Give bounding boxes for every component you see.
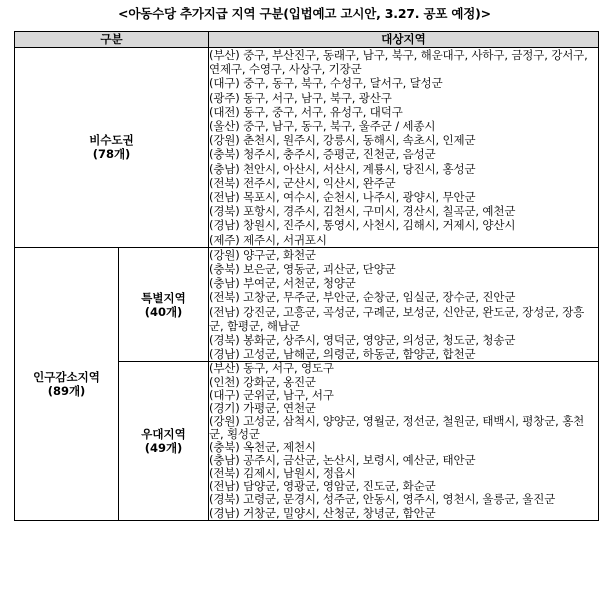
region-line: (충북) 청주시, 충주시, 증평군, 진천군, 음성군 [209,147,436,162]
region-line: (전북) 김제시, 남원시, 정읍시 [209,466,356,481]
region-line: (대구) 중구, 동구, 북구, 수성구, 달서구, 달성군 [209,76,443,91]
subcategory-label: 특별지역 [141,290,186,305]
subcategory-count: (40개) [144,304,183,319]
region-line: (충남) 공주시, 금산군, 논산시, 보령시, 예산군, 태안군 [209,453,476,468]
category-count: (78개) [92,147,131,162]
page-title: <아동수당 추가지급 지역 구분(입법예고 고시안, 3.27. 공포 예정)> [118,6,491,21]
region-line: (제주) 제주시, 서귀포시 [209,232,327,247]
region-line: (충북) 옥천군, 제천시 [209,440,316,455]
regions-preferential [209,362,599,520]
region-line: (전북) 고창군, 무주군, 부안군, 순창군, 임실군, 장수군, 진안군 [209,290,516,305]
regions-capital-excluded [209,48,599,248]
subcategory-special [119,247,209,362]
regions-special [209,247,599,362]
region-line: (대구) 군위군, 남구, 서구 [209,387,334,402]
category-count: (89개) [47,383,86,398]
header-category: 구분 [15,32,209,48]
region-line: (울산) 중구, 남구, 동구, 북구, 울주군 / 세종시 [209,119,436,134]
region-line: (충남) 천안시, 아산시, 서산시, 계룡시, 당진시, 홍성군 [209,161,476,176]
region-line: (경북) 봉화군, 상주시, 영덕군, 영양군, 의성군, 청도군, 청송군 [209,333,516,348]
region-line: (대전) 동구, 중구, 서구, 유성구, 대덕구 [209,104,403,119]
region-line: (전남) 강진군, 고흥군, 곡성군, 구례군, 보성군, 신안군, 완도군, 장성군, 장흥군, 함평군, 해남군 [209,304,585,333]
region-line: (경북) 포항시, 경주시, 김천시, 구미시, 경산시, 칠곡군, 예천군 [209,204,516,219]
region-line: (경남) 고성군, 남해군, 의령군, 하동군, 함양군, 합천군 [209,347,476,362]
region-line: (충남) 부여군, 서천군, 청양군 [209,276,356,291]
region-line: (경남) 거창군, 밀양시, 산청군, 창녕군, 함안군 [209,505,436,520]
subcategory-count: (49개) [144,441,183,456]
region-line: (경북) 고령군, 문경시, 성주군, 안동시, 영주시, 영천시, 울릉군, 울진군 [209,492,556,507]
region-line: (부산) 동구, 서구, 영도구 [209,361,334,376]
region-line: (경남) 창원시, 진주시, 통영시, 사천시, 김해시, 거제시, 양산시 [209,218,516,233]
region-line: (충북) 보은군, 영동군, 괴산군, 단양군 [209,262,396,277]
header-row [15,32,599,48]
region-line: (광주) 동구, 서구, 남구, 북구, 광산구 [209,90,392,105]
region-table [14,31,599,521]
region-line: (전남) 목포시, 여수시, 순천시, 나주시, 광양시, 무안군 [209,190,476,205]
category-label: 인구감소지역 [33,369,100,384]
category-capital-excluded [15,48,209,248]
row-special-region [15,247,599,362]
region-line: (전북) 전주시, 군산시, 익산시, 완주군 [209,175,396,190]
header-regions: 대상지역 [209,32,599,48]
region-line: (강원) 춘천시, 원주시, 강릉시, 동해시, 속초시, 인제군 [209,133,476,148]
region-line: (강원) 고성군, 삼척시, 양양군, 영월군, 정선군, 철원군, 태백시, 평창군, 홍천군, 횡성군 [209,413,585,441]
row-capital-excluded [15,48,599,248]
region-line: (부산) 중구, 부산진구, 동래구, 남구, 북구, 해운대구, 사하구, 금정구, 강서구, 연제구, 수영구, 사상구, 기장군 [209,48,588,77]
category-label: 비수도권 [89,133,134,148]
region-line: (전남) 담양군, 영광군, 영암군, 진도군, 화순군 [209,479,436,494]
region-line: (인천) 강화군, 옹진군 [209,374,316,389]
subcategory-preferential [119,362,209,520]
subcategory-label: 우대지역 [141,427,186,442]
category-depopulation [15,247,119,520]
region-line: (경기) 가평군, 연천군 [209,400,316,415]
region-line: (강원) 양구군, 화천군 [209,247,316,262]
